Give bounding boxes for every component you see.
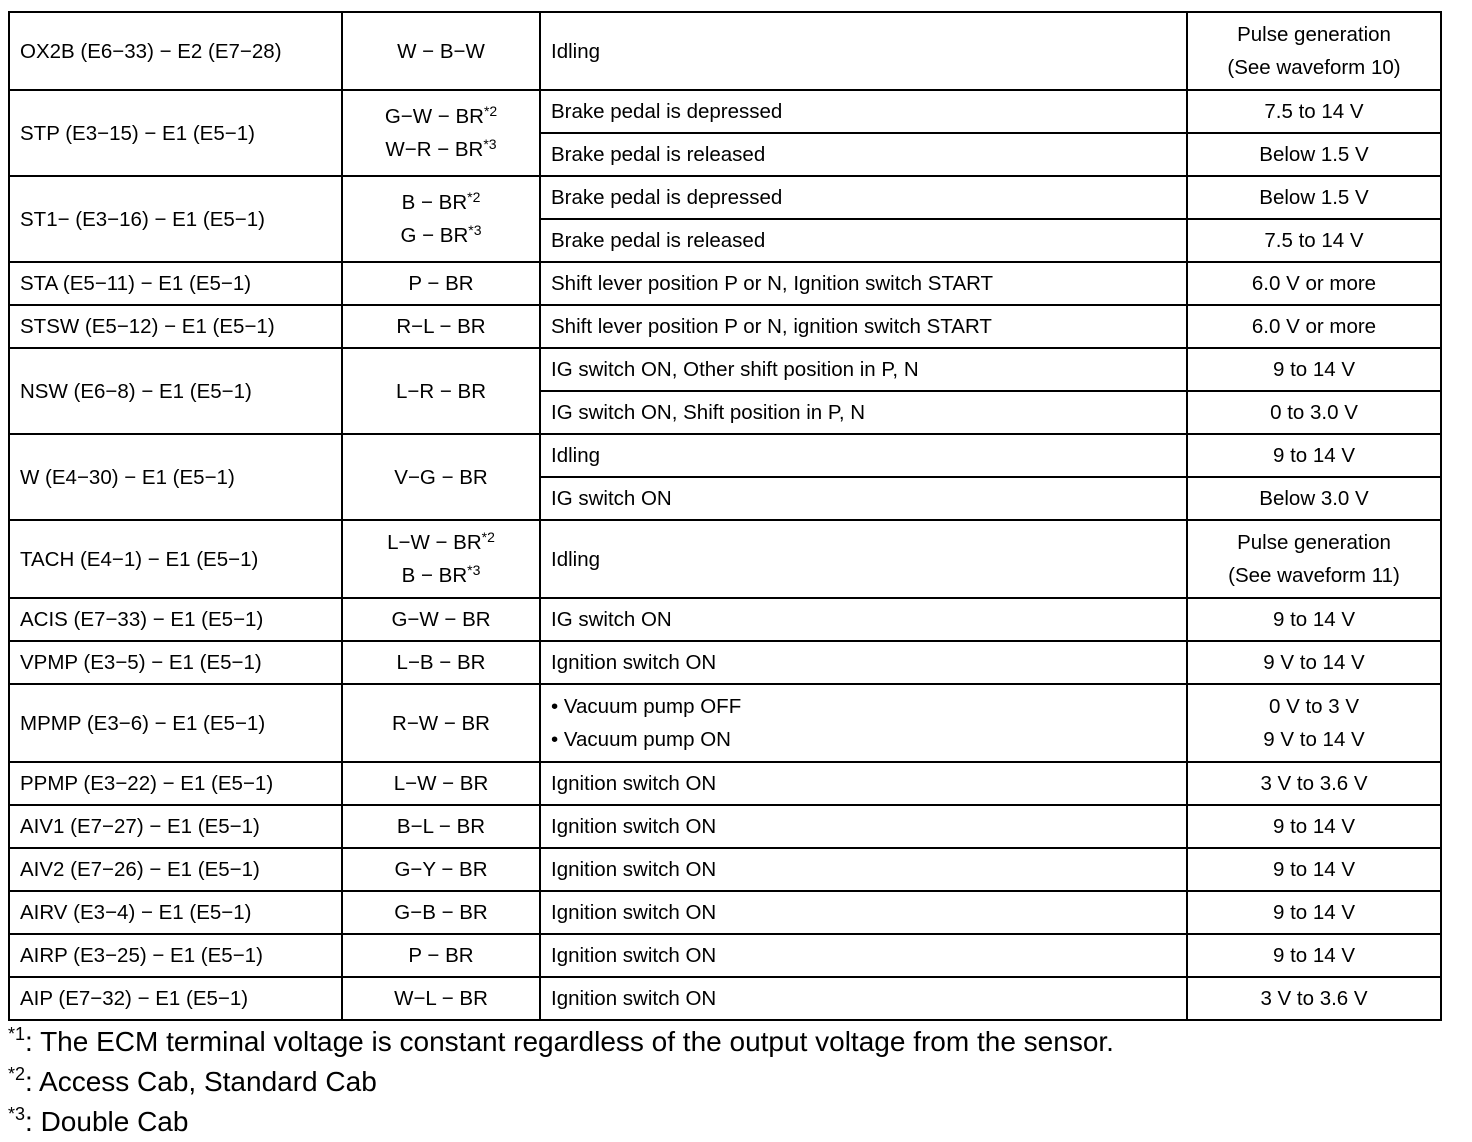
condition-cell <box>540 520 1187 598</box>
footnote-mark: *2 <box>481 529 495 545</box>
wiring-color-cell <box>342 176 540 262</box>
wiring-text: P − BR <box>408 944 474 967</box>
spec-text: (See waveform 10) <box>1227 56 1401 79</box>
terminal-cell: TACH (E4−1) − E1 (E5−1) <box>9 520 342 598</box>
wiring-color-cell <box>342 934 540 977</box>
specified-condition-cell <box>1187 598 1441 641</box>
footnote-text: : Double Cab <box>25 1106 189 1137</box>
condition-text: Ignition switch ON <box>551 858 717 881</box>
wiring-color-cell <box>342 977 540 1020</box>
footnote-text: : The ECM terminal voltage is constant regardless of the output voltage from the sensor. <box>25 1026 1114 1057</box>
wiring-text: B − BR <box>401 191 468 214</box>
wiring-line <box>353 267 529 300</box>
condition-cell <box>540 262 1187 305</box>
terminal-cell: ACIS (E7−33) − E1 (E5−1) <box>9 598 342 641</box>
specified-condition-cell <box>1187 305 1441 348</box>
condition-cell <box>540 641 1187 684</box>
wiring-line <box>353 461 529 494</box>
specified-condition-cell <box>1187 219 1441 262</box>
specified-condition-cell <box>1187 977 1441 1020</box>
condition-cell <box>540 762 1187 805</box>
wiring-color-cell <box>342 90 540 176</box>
condition-cell <box>540 133 1187 176</box>
specified-condition-cell <box>1187 477 1441 520</box>
wiring-text: W−R − BR <box>385 138 484 161</box>
condition-text: Idling <box>551 547 601 571</box>
specified-condition-cell <box>1187 133 1441 176</box>
spec-text: Below 3.0 V <box>1259 487 1369 510</box>
spec-text: Below 1.5 V <box>1259 186 1369 209</box>
terminal-spec-table <box>8 11 1442 1021</box>
wiring-color-cell <box>342 520 540 598</box>
wiring-text: B−L − BR <box>396 815 486 838</box>
condition-text: • Vacuum pump OFF <box>551 695 742 718</box>
wiring-line <box>353 603 529 636</box>
terminal-cell: AIV1 (E7−27) − E1 (E5−1) <box>9 805 342 848</box>
spec-text: 7.5 to 14 V <box>1264 100 1364 123</box>
terminal-cell: STSW (E5−12) − E1 (E5−1) <box>9 305 342 348</box>
wiring-color-cell <box>342 348 540 434</box>
table-row <box>9 805 1441 848</box>
wiring-line <box>353 375 529 408</box>
wiring-text: W−L − BR <box>394 987 488 1010</box>
condition-cell <box>540 684 1187 762</box>
wiring-line <box>353 133 529 166</box>
spec-text: 0 to 3.0 V <box>1270 401 1358 424</box>
wiring-line <box>353 767 529 800</box>
specified-condition-cell <box>1187 348 1441 391</box>
specified-condition-cell <box>1187 391 1441 434</box>
wiring-line <box>353 707 529 740</box>
specified-condition-cell <box>1187 520 1441 598</box>
wiring-text: G−W − BR <box>384 105 484 128</box>
condition-text: Ignition switch ON <box>551 772 717 795</box>
terminal-cell: MPMP (E3−6) − E1 (E5−1) <box>9 684 342 762</box>
wiring-text: L−W − BR <box>393 772 489 795</box>
condition-cell <box>540 305 1187 348</box>
condition-cell <box>540 477 1187 520</box>
footnote-mark: *3 <box>8 1104 26 1124</box>
wiring-text: R−L − BR <box>396 315 486 338</box>
condition-text: Brake pedal is depressed <box>551 186 783 209</box>
wiring-line <box>353 219 529 252</box>
table-row <box>9 934 1441 977</box>
specified-condition-cell <box>1187 641 1441 684</box>
footnote-text: : Access Cab, Standard Cab <box>25 1066 377 1097</box>
condition-text: IG switch ON <box>551 487 672 510</box>
spec-text: 9 to 14 V <box>1272 608 1356 631</box>
wiring-line <box>353 646 529 679</box>
condition-cell <box>540 176 1187 219</box>
terminal-cell: VPMP (E3−5) − E1 (E5−1) <box>9 641 342 684</box>
wiring-line <box>353 186 529 219</box>
condition-text: Ignition switch ON <box>551 944 717 967</box>
wiring-color-cell <box>342 891 540 934</box>
wiring-color-cell <box>342 848 540 891</box>
terminal-cell: AIV2 (E7−26) − E1 (E5−1) <box>9 848 342 891</box>
condition-text: Ignition switch ON <box>551 987 717 1010</box>
terminal-cell: ST1− (E3−16) − E1 (E5−1) <box>9 176 342 262</box>
condition-text: Ignition switch ON <box>551 815 717 838</box>
specified-condition-cell <box>1187 805 1441 848</box>
table-row <box>9 176 1441 219</box>
condition-cell <box>540 977 1187 1020</box>
footnote-line <box>8 1062 1114 1102</box>
wiring-line <box>353 35 529 68</box>
spec-text: 9 to 14 V <box>1272 444 1356 467</box>
condition-cell <box>540 934 1187 977</box>
condition-cell <box>540 12 1187 90</box>
table-row <box>9 348 1441 391</box>
wiring-color-cell <box>342 434 540 520</box>
spec-text: 3 V to 3.6 V <box>1260 772 1368 795</box>
wiring-color-cell <box>342 762 540 805</box>
terminal-cell: AIRV (E3−4) − E1 (E5−1) <box>9 891 342 934</box>
wiring-text: G − BR <box>400 224 469 247</box>
terminal-cell: OX2B (E6−33) − E2 (E7−28) <box>9 12 342 90</box>
spec-text: 6.0 V or more <box>1251 272 1377 295</box>
wiring-text: R−W − BR <box>392 711 490 735</box>
wiring-line <box>353 526 529 559</box>
specified-condition-cell <box>1187 934 1441 977</box>
condition-cell <box>540 848 1187 891</box>
specified-condition-cell <box>1187 848 1441 891</box>
wiring-text: V−G − BR <box>394 465 488 489</box>
wiring-text: G−Y − BR <box>394 858 488 881</box>
table-row <box>9 12 1441 90</box>
wiring-color-cell <box>342 641 540 684</box>
wiring-line <box>353 310 529 343</box>
wiring-color-cell <box>342 305 540 348</box>
wiring-color-cell <box>342 598 540 641</box>
table-row <box>9 848 1441 891</box>
wiring-color-cell <box>342 12 540 90</box>
condition-text: Ignition switch ON <box>551 651 717 674</box>
wiring-color-cell <box>342 684 540 762</box>
specified-condition-cell <box>1187 684 1441 762</box>
table-row <box>9 305 1441 348</box>
wiring-text: W − B−W <box>397 39 485 63</box>
footnote-line <box>8 1022 1114 1062</box>
terminal-cell: W (E4−30) − E1 (E5−1) <box>9 434 342 520</box>
table-row <box>9 641 1441 684</box>
spec-text: 9 to 14 V <box>1272 944 1356 967</box>
footnote-line <box>8 1102 1114 1142</box>
wiring-line <box>353 939 529 972</box>
wiring-line <box>353 982 529 1015</box>
spec-table-body <box>9 12 1441 1020</box>
spec-text: Pulse generation <box>1237 23 1391 46</box>
terminal-cell: STP (E3−15) − E1 (E5−1) <box>9 90 342 176</box>
specified-condition-cell <box>1187 12 1441 90</box>
condition-text: IG switch ON <box>551 608 672 631</box>
table-row <box>9 598 1441 641</box>
footnote-mark: *3 <box>467 562 481 578</box>
wiring-text: P − BR <box>408 272 474 295</box>
footnote-mark: *2 <box>467 189 481 205</box>
spec-text: 9 to 14 V <box>1272 815 1356 838</box>
table-row <box>9 891 1441 934</box>
footnotes <box>8 1022 1114 1142</box>
table-row <box>9 684 1441 762</box>
condition-cell <box>540 391 1187 434</box>
wiring-line <box>353 100 529 133</box>
table-row <box>9 977 1441 1020</box>
terminal-cell: STA (E5−11) − E1 (E5−1) <box>9 262 342 305</box>
wiring-line <box>353 810 529 843</box>
condition-cell <box>540 891 1187 934</box>
spec-text: (See waveform 11) <box>1228 564 1400 587</box>
condition-text: Brake pedal is released <box>551 143 766 166</box>
specified-condition-cell <box>1187 262 1441 305</box>
wiring-color-cell <box>342 805 540 848</box>
footnote-mark: *3 <box>483 136 497 152</box>
wiring-line <box>353 896 529 929</box>
condition-cell <box>540 348 1187 391</box>
condition-text: Idling <box>551 39 601 63</box>
table-row <box>9 762 1441 805</box>
condition-cell <box>540 219 1187 262</box>
condition-text: Shift lever position P or N, Ignition switch START <box>551 272 994 295</box>
spec-text: 9 V to 14 V <box>1263 651 1365 674</box>
condition-cell <box>540 598 1187 641</box>
spec-text: 9 to 14 V <box>1272 901 1356 924</box>
terminal-cell: AIRP (E3−25) − E1 (E5−1) <box>9 934 342 977</box>
specified-condition-cell <box>1187 762 1441 805</box>
terminal-cell: AIP (E7−32) − E1 (E5−1) <box>9 977 342 1020</box>
wiring-text: L−R − BR <box>395 379 487 403</box>
terminal-cell: PPMP (E3−22) − E1 (E5−1) <box>9 762 342 805</box>
wiring-text: G−B − BR <box>394 901 488 924</box>
spec-text: 6.0 V or more <box>1251 315 1377 338</box>
spec-text: 9 V to 14 V <box>1263 728 1365 751</box>
footnote-mark: *1 <box>8 1024 26 1044</box>
condition-cell <box>540 805 1187 848</box>
footnote-mark: *2 <box>483 103 498 119</box>
condition-text: Shift lever position P or N, ignition switch START <box>551 315 992 338</box>
spec-text: Pulse generation <box>1237 531 1391 554</box>
specified-condition-cell <box>1187 90 1441 133</box>
specified-condition-cell <box>1187 891 1441 934</box>
specified-condition-cell <box>1187 176 1441 219</box>
footnote-mark: *3 <box>468 222 482 238</box>
condition-text: IG switch ON, Other shift position in P, N <box>551 358 919 381</box>
spec-text: Below 1.5 V <box>1259 143 1369 166</box>
spec-text: 0 V to 3 V <box>1268 695 1360 718</box>
condition-text: • Vacuum pump ON <box>551 728 731 751</box>
condition-text: IG switch ON, Shift position in P, N <box>551 401 866 424</box>
wiring-text: B − BR <box>401 564 468 587</box>
table-row <box>9 434 1441 477</box>
table-row <box>9 520 1441 598</box>
spec-text: 9 to 14 V <box>1272 358 1356 381</box>
condition-cell <box>540 90 1187 133</box>
wiring-line <box>353 853 529 886</box>
wiring-text: L−W − BR <box>387 531 482 554</box>
footnote-mark: *2 <box>8 1064 26 1084</box>
wiring-text: G−W − BR <box>391 608 491 631</box>
spec-text: 3 V to 3.6 V <box>1260 987 1368 1010</box>
wiring-text: L−B − BR <box>396 651 486 674</box>
condition-text: Ignition switch ON <box>551 901 717 924</box>
spec-text: 9 to 14 V <box>1272 858 1356 881</box>
condition-cell <box>540 434 1187 477</box>
condition-text: Brake pedal is released <box>551 229 766 252</box>
terminal-cell: NSW (E6−8) − E1 (E5−1) <box>9 348 342 434</box>
condition-text: Brake pedal is depressed <box>551 100 783 123</box>
condition-text: Idling <box>551 444 601 467</box>
table-row <box>9 262 1441 305</box>
table-row <box>9 90 1441 133</box>
spec-text: 7.5 to 14 V <box>1264 229 1364 252</box>
wiring-line <box>353 559 529 592</box>
specified-condition-cell <box>1187 434 1441 477</box>
wiring-color-cell <box>342 262 540 305</box>
